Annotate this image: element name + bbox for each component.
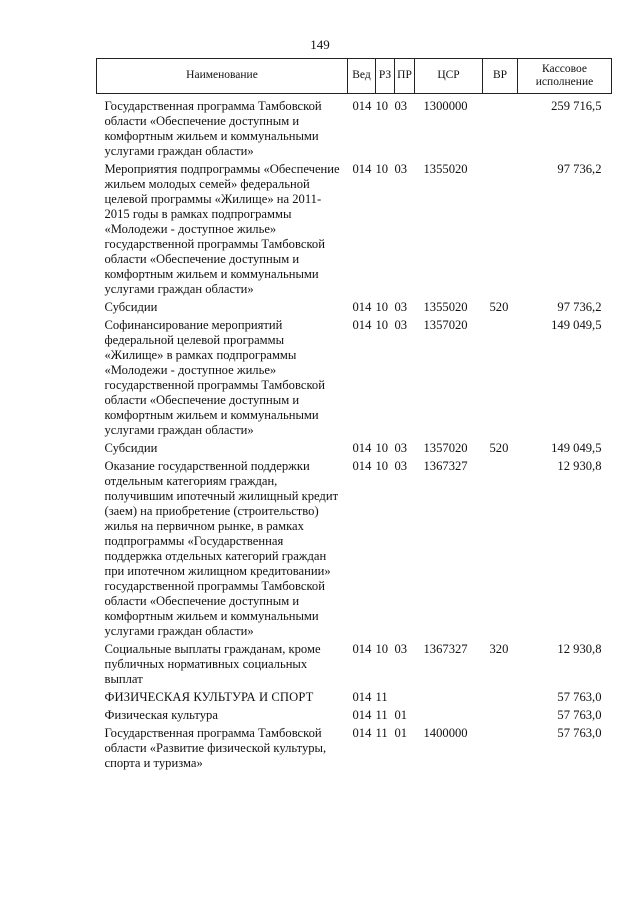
row-vr: 320	[489, 642, 509, 656]
row-pr: 01	[394, 726, 408, 740]
row-vr: 520	[489, 300, 509, 314]
row-sum: 57 763,0	[557, 726, 602, 740]
row-csr: 1400000	[423, 726, 468, 740]
row-sum: 57 763,0	[557, 690, 602, 704]
row-csr: 1357020	[423, 318, 468, 332]
row-pr: 03	[394, 99, 408, 113]
row-csr: 1355020	[423, 300, 468, 314]
row-rz: 10	[375, 642, 389, 656]
row-csr: 1357020	[423, 441, 468, 455]
table-row	[97, 162, 612, 300]
row-name: ФИЗИЧЕСКАЯ КУЛЬТУРА И СПОРТ	[104, 690, 314, 704]
row-vr	[483, 459, 518, 642]
row-ved: 014	[352, 642, 372, 656]
row-sum: 259 716,5	[551, 99, 602, 113]
row-vr: 520	[489, 441, 509, 455]
row-ved: 014	[352, 441, 372, 455]
row-ved: 014	[352, 690, 372, 704]
table-row	[97, 318, 612, 441]
row-ved: 014	[352, 726, 372, 740]
row-ved: 014	[352, 318, 372, 332]
row-rz: 10	[375, 459, 389, 473]
row-rz: 10	[375, 318, 389, 332]
row-pr: 03	[394, 318, 408, 332]
page-number: 149	[310, 37, 330, 52]
row-pr: 03	[394, 642, 408, 656]
table-header-row	[97, 59, 612, 94]
row-csr	[415, 690, 483, 708]
row-sum: 97 736,2	[557, 300, 602, 314]
table-row	[97, 459, 612, 642]
table-row	[97, 690, 612, 708]
row-csr: 1300000	[423, 99, 468, 113]
row-rz: 10	[375, 99, 389, 113]
row-vr	[483, 94, 518, 163]
row-pr: 03	[394, 300, 408, 314]
row-name: Государственная программа Тамбовской области «Обеспечение доступным и комфортным жильем и коммунальными услугами граждан области»	[104, 99, 322, 158]
row-name: Государственная программа Тамбовской области «Развитие физической культуры, спорта и туризма»	[104, 726, 327, 770]
table-row	[97, 726, 612, 774]
row-ved: 014	[352, 99, 372, 113]
row-vr	[483, 726, 518, 774]
row-vr	[483, 162, 518, 300]
row-pr: 03	[394, 459, 408, 473]
table-row	[97, 94, 612, 163]
row-name: Субсидии	[104, 300, 158, 314]
row-ved: 014	[352, 300, 372, 314]
row-csr: 1367327	[423, 642, 468, 656]
header-sum: Кассовое исполнение	[518, 59, 612, 94]
row-rz: 11	[375, 690, 388, 704]
row-rz: 11	[375, 726, 388, 740]
table-row	[97, 642, 612, 690]
row-ved: 014	[352, 162, 372, 176]
row-name: Социальные выплаты гражданам, кроме публичных нормативных социальных выплат	[104, 642, 321, 686]
row-rz: 11	[375, 708, 388, 722]
row-rz: 10	[375, 441, 389, 455]
row-ved: 014	[352, 708, 372, 722]
row-pr	[395, 690, 415, 708]
row-rz: 10	[375, 162, 389, 176]
row-pr: 03	[394, 441, 408, 455]
table-row	[97, 708, 612, 726]
row-name: Физическая культура	[104, 708, 218, 722]
row-vr	[483, 690, 518, 708]
row-vr	[483, 708, 518, 726]
row-ved: 014	[352, 459, 372, 473]
row-rz: 10	[375, 300, 389, 314]
row-sum: 57 763,0	[557, 708, 602, 722]
row-sum: 149 049,5	[551, 318, 602, 332]
row-sum: 12 930,8	[557, 459, 602, 473]
header-rz: РЗ	[376, 59, 395, 94]
row-sum: 12 930,8	[557, 642, 602, 656]
row-name: Софинансирование мероприятий федеральной целевой программы «Жилище» в рамках подпрограммы «Молодежи - доступное жилье» государственной программы Тамбовской области «Обеспечение доступным и комфортным жильем и коммунальными услугами граждан области»	[104, 318, 325, 437]
header-csr: ЦСР	[415, 59, 483, 94]
header-pr: ПР	[395, 59, 415, 94]
row-sum: 149 049,5	[551, 441, 602, 455]
row-name: Мероприятия подпрограммы «Обеспечение жильем молодых семей» федеральной целевой программы «Жилище» на 2011- 2015 годы в рамках подпрограммы «Молодежи - доступное жилье» государственной программы Тамбовской области «Обеспечение доступным и комфортным жильем и коммунальными услугами граждан области»	[104, 162, 340, 296]
row-name: Оказание государственной поддержки отдельным категориям граждан, получившим ипотечный жилищный кредит (заем) на приобретение (строительство) жилья на первичном рынке, в рамках подпрограммы «Государственная поддержка отдельных категорий граждан при ипотечном жилищном кредитовании» государственной программы Тамбовской области «Обеспечение доступным и комфортным жильем и коммунальными услугами граждан области»	[104, 459, 339, 638]
table-row	[97, 441, 612, 459]
row-csr: 1355020	[423, 162, 468, 176]
header-ved: Вед	[348, 59, 376, 94]
budget-table	[96, 58, 612, 774]
header-name: Наименование	[97, 59, 348, 94]
row-sum: 97 736,2	[557, 162, 602, 176]
row-name: Субсидии	[104, 441, 158, 455]
header-vr: ВР	[483, 59, 518, 94]
row-pr: 01	[394, 708, 408, 722]
row-csr	[415, 708, 483, 726]
row-pr: 03	[394, 162, 408, 176]
row-csr: 1367327	[423, 459, 468, 473]
table-row	[97, 300, 612, 318]
row-vr	[483, 318, 518, 441]
